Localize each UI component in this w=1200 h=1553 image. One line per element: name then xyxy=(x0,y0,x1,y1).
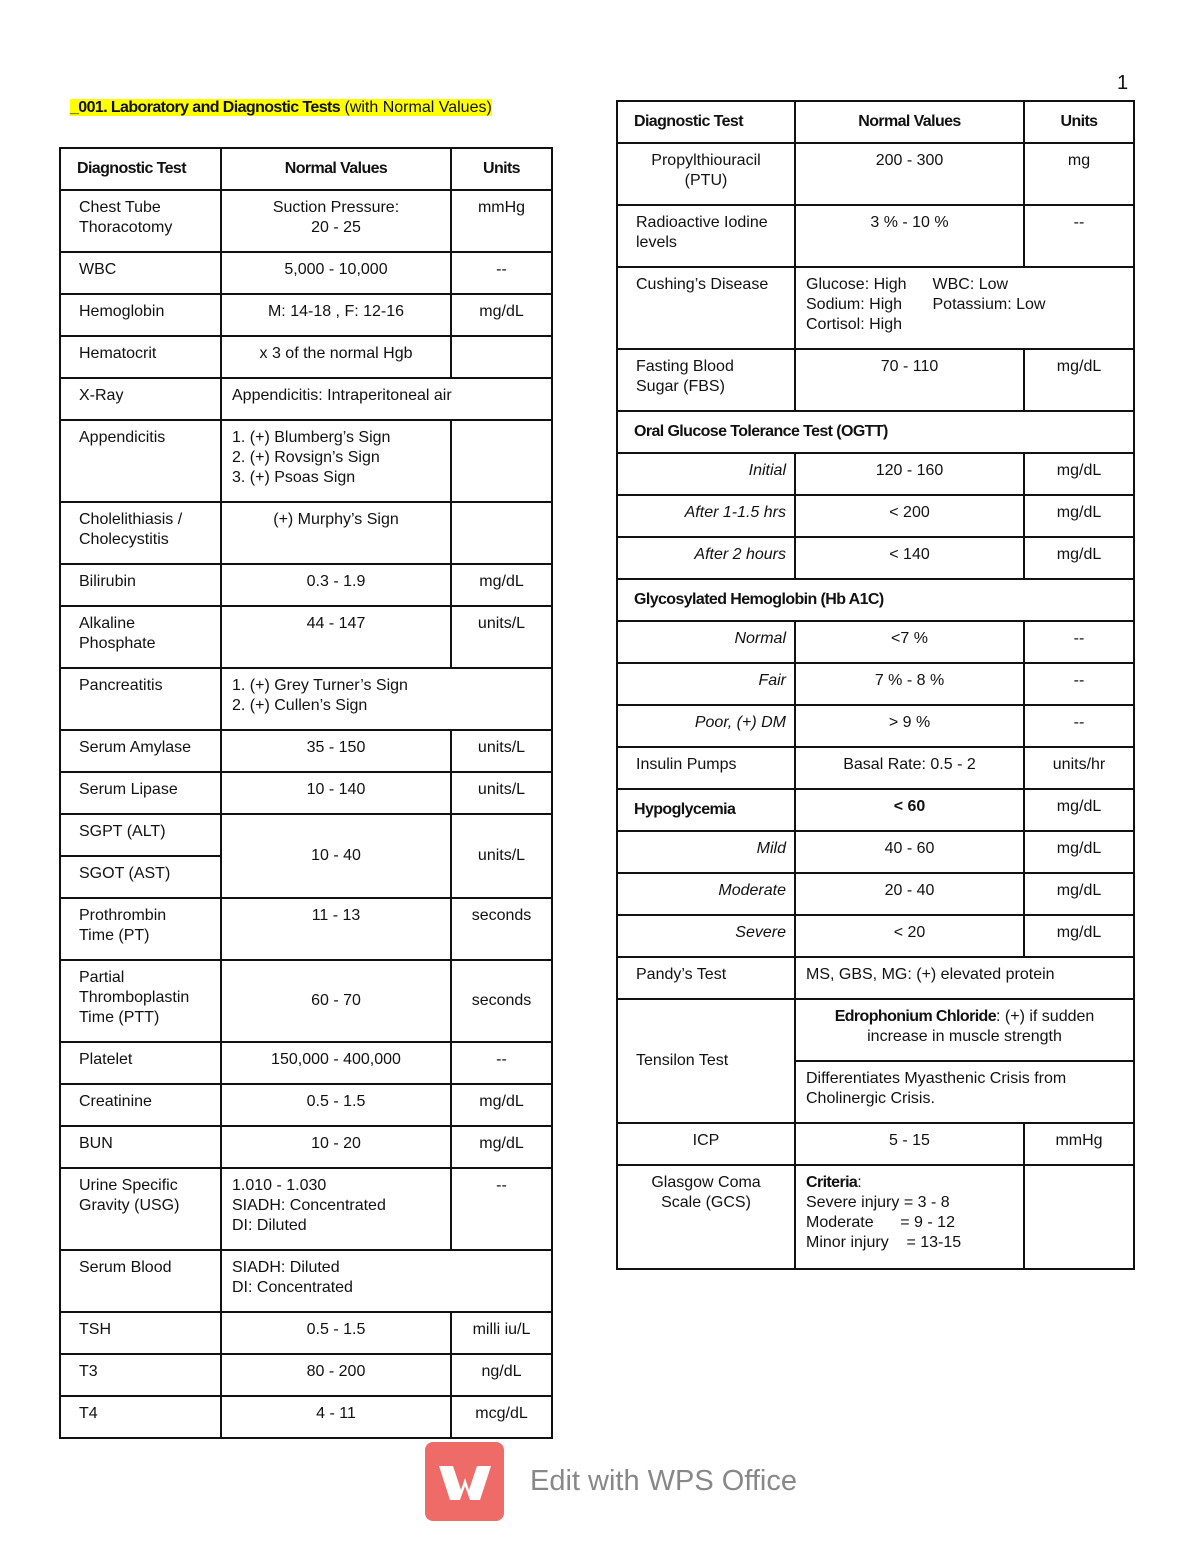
unit: mmHg xyxy=(1024,1123,1134,1165)
unit: mmHg xyxy=(451,190,552,252)
test-name: Creatinine xyxy=(60,1084,221,1126)
left-lab-table xyxy=(59,147,553,1439)
table-row xyxy=(617,915,1134,957)
normal-value: 20 - 40 xyxy=(795,873,1024,915)
unit: -- xyxy=(1024,705,1134,747)
test-name: Radioactive Iodine levels xyxy=(617,205,795,267)
test-name: Pandy’s Test xyxy=(617,957,795,999)
test-name: T4 xyxy=(60,1396,221,1438)
test-name: T3 xyxy=(60,1354,221,1396)
table-row xyxy=(617,267,1134,349)
unit xyxy=(1024,1165,1134,1269)
test-name: Normal xyxy=(617,621,795,663)
unit: mg xyxy=(1024,143,1134,205)
unit: mg/dL xyxy=(451,1126,552,1168)
test-name: Prothrombin Time (PT) xyxy=(60,898,221,960)
test-name: Hemoglobin xyxy=(60,294,221,336)
normal-value: 10 - 20 xyxy=(221,1126,451,1168)
edrophonium-label: Edrophonium Chloride xyxy=(834,1008,997,1025)
unit: -- xyxy=(1024,621,1134,663)
test-name: Appendicitis xyxy=(60,420,221,502)
table-row xyxy=(617,747,1134,789)
test-name: Glasgow Coma Scale (GCS) xyxy=(617,1165,795,1269)
unit: mg/dL xyxy=(451,294,552,336)
unit xyxy=(451,420,552,502)
wps-text: Edit with WPS Office xyxy=(530,1465,797,1497)
test-name: TSH xyxy=(60,1312,221,1354)
test-name: BUN xyxy=(60,1126,221,1168)
normal-value xyxy=(795,1165,1024,1269)
test-name: Bilirubin xyxy=(60,564,221,606)
table-row xyxy=(617,349,1134,411)
test-name: Serum Lipase xyxy=(60,772,221,814)
normal-value: < 60 xyxy=(795,789,1024,831)
unit: seconds xyxy=(451,898,552,960)
table-header-row xyxy=(60,148,552,190)
test-name: ICP xyxy=(617,1123,795,1165)
normal-value: 35 - 150 xyxy=(221,730,451,772)
table-row xyxy=(60,336,552,378)
table-row xyxy=(60,730,552,772)
unit xyxy=(451,336,552,378)
normal-value: 70 - 110 xyxy=(795,349,1024,411)
table-row xyxy=(60,1126,552,1168)
unit: ng/dL xyxy=(451,1354,552,1396)
edrophonium-text: : (+) if sudden increase in muscle strength xyxy=(867,1008,1095,1045)
table-row xyxy=(60,1042,552,1084)
unit: units/L xyxy=(451,730,552,772)
unit xyxy=(451,502,552,564)
section-header-row xyxy=(617,579,1134,621)
unit: -- xyxy=(1024,663,1134,705)
wps-logo-icon xyxy=(425,1442,504,1521)
test-name: SGOT (AST) xyxy=(60,856,221,898)
test-name: Tensilon Test xyxy=(617,999,795,1123)
test-name: Moderate xyxy=(617,873,795,915)
normal-value: 1. (+) Grey Turner’s Sign 2. (+) Cullen’s Sign xyxy=(221,668,552,730)
table-row xyxy=(617,789,1134,831)
normal-value: 7 % - 8 % xyxy=(795,663,1024,705)
test-name: Initial xyxy=(617,453,795,495)
table-row xyxy=(60,1084,552,1126)
normal-value: 10 - 140 xyxy=(221,772,451,814)
unit: mg/dL xyxy=(1024,831,1134,873)
normal-value: 0.5 - 1.5 xyxy=(221,1312,451,1354)
normal-value: x 3 of the normal Hgb xyxy=(221,336,451,378)
normal-value: 200 - 300 xyxy=(795,143,1024,205)
table-row xyxy=(60,190,552,252)
normal-value xyxy=(795,267,1134,349)
test-name: After 2 hours xyxy=(617,537,795,579)
header-values: Normal Values xyxy=(795,101,1024,143)
test-name: After 1-1.5 hrs xyxy=(617,495,795,537)
table-row xyxy=(617,1123,1134,1165)
header-units: Units xyxy=(1024,101,1134,143)
unit: -- xyxy=(451,1168,552,1250)
unit: units/L xyxy=(451,814,552,898)
test-name: Hypoglycemia xyxy=(617,789,795,831)
table-header-row xyxy=(617,101,1134,143)
test-name: SGPT (ALT) xyxy=(60,814,221,856)
normal-value: 5 - 15 xyxy=(795,1123,1024,1165)
test-name: Pancreatitis xyxy=(60,668,221,730)
table-row xyxy=(60,564,552,606)
normal-value: 0.5 - 1.5 xyxy=(221,1084,451,1126)
table-row xyxy=(617,831,1134,873)
criteria-colon: : xyxy=(857,1174,862,1191)
table-row xyxy=(60,420,552,502)
normal-value: 0.3 - 1.9 xyxy=(221,564,451,606)
unit: mg/dL xyxy=(1024,873,1134,915)
test-name: Cushing’s Disease xyxy=(617,267,795,349)
table-row xyxy=(617,495,1134,537)
unit: milli iu/L xyxy=(451,1312,552,1354)
normal-value: 40 - 60 xyxy=(795,831,1024,873)
header-units: Units xyxy=(451,148,552,190)
unit: seconds xyxy=(451,960,552,1042)
normal-value: Basal Rate: 0.5 - 2 xyxy=(795,747,1024,789)
unit: mg/dL xyxy=(1024,915,1134,957)
title-suffix: (with Normal Values) xyxy=(340,99,492,116)
test-name: Chest Tube Thoracotomy xyxy=(60,190,221,252)
unit: mg/dL xyxy=(1024,495,1134,537)
normal-value: 80 - 200 xyxy=(221,1354,451,1396)
table-row xyxy=(60,1250,552,1312)
section-header-row xyxy=(617,411,1134,453)
gcs-criteria: Severe injury = 3 - 8 Moderate = 9 - 12 Minor injury = 13-15 xyxy=(806,1194,962,1251)
table-row xyxy=(60,1312,552,1354)
unit: -- xyxy=(451,252,552,294)
table-row xyxy=(60,1168,552,1250)
normal-value: (+) Murphy’s Sign xyxy=(221,502,451,564)
test-name: Serum Amylase xyxy=(60,730,221,772)
normal-value: <7 % xyxy=(795,621,1024,663)
table-row xyxy=(617,621,1134,663)
normal-value: Appendicitis: Intraperitoneal air xyxy=(221,378,552,420)
table-row xyxy=(60,1354,552,1396)
test-name: Platelet xyxy=(60,1042,221,1084)
cushing-low-values: WBC: Low Potassium: Low xyxy=(932,276,1046,313)
unit: mg/dL xyxy=(451,564,552,606)
table-row xyxy=(617,999,1134,1061)
unit: units/hr xyxy=(1024,747,1134,789)
test-name: Poor, (+) DM xyxy=(617,705,795,747)
table-row xyxy=(617,205,1134,267)
wps-watermark[interactable] xyxy=(425,1442,797,1521)
test-name: X-Ray xyxy=(60,378,221,420)
table-row xyxy=(60,502,552,564)
test-name: Alkaline Phosphate xyxy=(60,606,221,668)
test-name: Urine Specific Gravity (USG) xyxy=(60,1168,221,1250)
normal-value: 120 - 160 xyxy=(795,453,1024,495)
table-row xyxy=(60,898,552,960)
normal-value: > 9 % xyxy=(795,705,1024,747)
header-test: Diagnostic Test xyxy=(60,148,221,190)
test-name: Mild xyxy=(617,831,795,873)
normal-value: MS, GBS, MG: (+) elevated protein xyxy=(795,957,1134,999)
test-name: Serum Blood xyxy=(60,1250,221,1312)
unit: mg/dL xyxy=(1024,537,1134,579)
table-row xyxy=(617,143,1134,205)
table-row xyxy=(60,294,552,336)
normal-value: < 140 xyxy=(795,537,1024,579)
normal-value: 4 - 11 xyxy=(221,1396,451,1438)
normal-value: Differentiates Myasthenic Crisis from Cholinergic Crisis. xyxy=(795,1061,1134,1123)
table-row xyxy=(60,252,552,294)
table-row xyxy=(60,1396,552,1438)
normal-value: 150,000 - 400,000 xyxy=(221,1042,451,1084)
normal-value xyxy=(795,999,1134,1061)
table-row xyxy=(617,873,1134,915)
test-name: Fasting Blood Sugar (FBS) xyxy=(617,349,795,411)
header-values: Normal Values xyxy=(221,148,451,190)
test-name: Cholelithiasis / Cholecystitis xyxy=(60,502,221,564)
normal-value: 3 % - 10 % xyxy=(795,205,1024,267)
normal-value: 1.010 - 1.030 SIADH: Concentrated DI: Diluted xyxy=(221,1168,451,1250)
table-row xyxy=(60,814,552,856)
unit: -- xyxy=(1024,205,1134,267)
normal-value: Suction Pressure: 20 - 25 xyxy=(221,190,451,252)
normal-value: M: 14-18 , F: 12-16 xyxy=(221,294,451,336)
page-number: 1 xyxy=(1117,72,1129,94)
cushing-high-values: Glucose: High Sodium: High Cortisol: High xyxy=(806,276,907,333)
unit: -- xyxy=(451,1042,552,1084)
header-test: Diagnostic Test xyxy=(617,101,795,143)
table-row xyxy=(60,668,552,730)
test-name: Fair xyxy=(617,663,795,705)
document-title xyxy=(70,99,492,117)
table-row xyxy=(60,960,552,1042)
normal-value: 60 - 70 xyxy=(221,960,451,1042)
normal-value: < 20 xyxy=(795,915,1024,957)
test-name: Severe xyxy=(617,915,795,957)
unit: mg/dL xyxy=(1024,453,1134,495)
unit: units/L xyxy=(451,606,552,668)
unit: mg/dL xyxy=(1024,349,1134,411)
table-row xyxy=(617,1165,1134,1269)
section-title: Glycosylated Hemoglobin (Hb A1C) xyxy=(617,579,1134,621)
normal-value: 1. (+) Blumberg’s Sign 2. (+) Rovsign’s Sign 3. (+) Psoas Sign xyxy=(221,420,451,502)
test-name: Hematocrit xyxy=(60,336,221,378)
table-row xyxy=(60,378,552,420)
table-row xyxy=(60,606,552,668)
test-name: Insulin Pumps xyxy=(617,747,795,789)
table-row xyxy=(617,957,1134,999)
unit: units/L xyxy=(451,772,552,814)
right-lab-table xyxy=(616,100,1135,1270)
criteria-label: Criteria xyxy=(806,1174,858,1191)
table-row xyxy=(617,453,1134,495)
section-title: Oral Glucose Tolerance Test (OGTT) xyxy=(617,411,1134,453)
table-row xyxy=(617,705,1134,747)
normal-value: < 200 xyxy=(795,495,1024,537)
unit: mcg/dL xyxy=(451,1396,552,1438)
test-name: Propylthiouracil (PTU) xyxy=(617,143,795,205)
normal-value: 11 - 13 xyxy=(221,898,451,960)
normal-value: 44 - 147 xyxy=(221,606,451,668)
normal-value: 5,000 - 10,000 xyxy=(221,252,451,294)
normal-value: SIADH: Diluted DI: Concentrated xyxy=(221,1250,552,1312)
test-name: Partial Thromboplastin Time (PTT) xyxy=(60,960,221,1042)
table-row xyxy=(617,537,1134,579)
title-main: _001. Laboratory and Diagnostic Tests xyxy=(70,99,341,116)
table-row xyxy=(617,663,1134,705)
unit: mg/dL xyxy=(1024,789,1134,831)
test-name: WBC xyxy=(60,252,221,294)
table-row xyxy=(60,772,552,814)
normal-value: 10 - 40 xyxy=(221,814,451,898)
unit: mg/dL xyxy=(451,1084,552,1126)
